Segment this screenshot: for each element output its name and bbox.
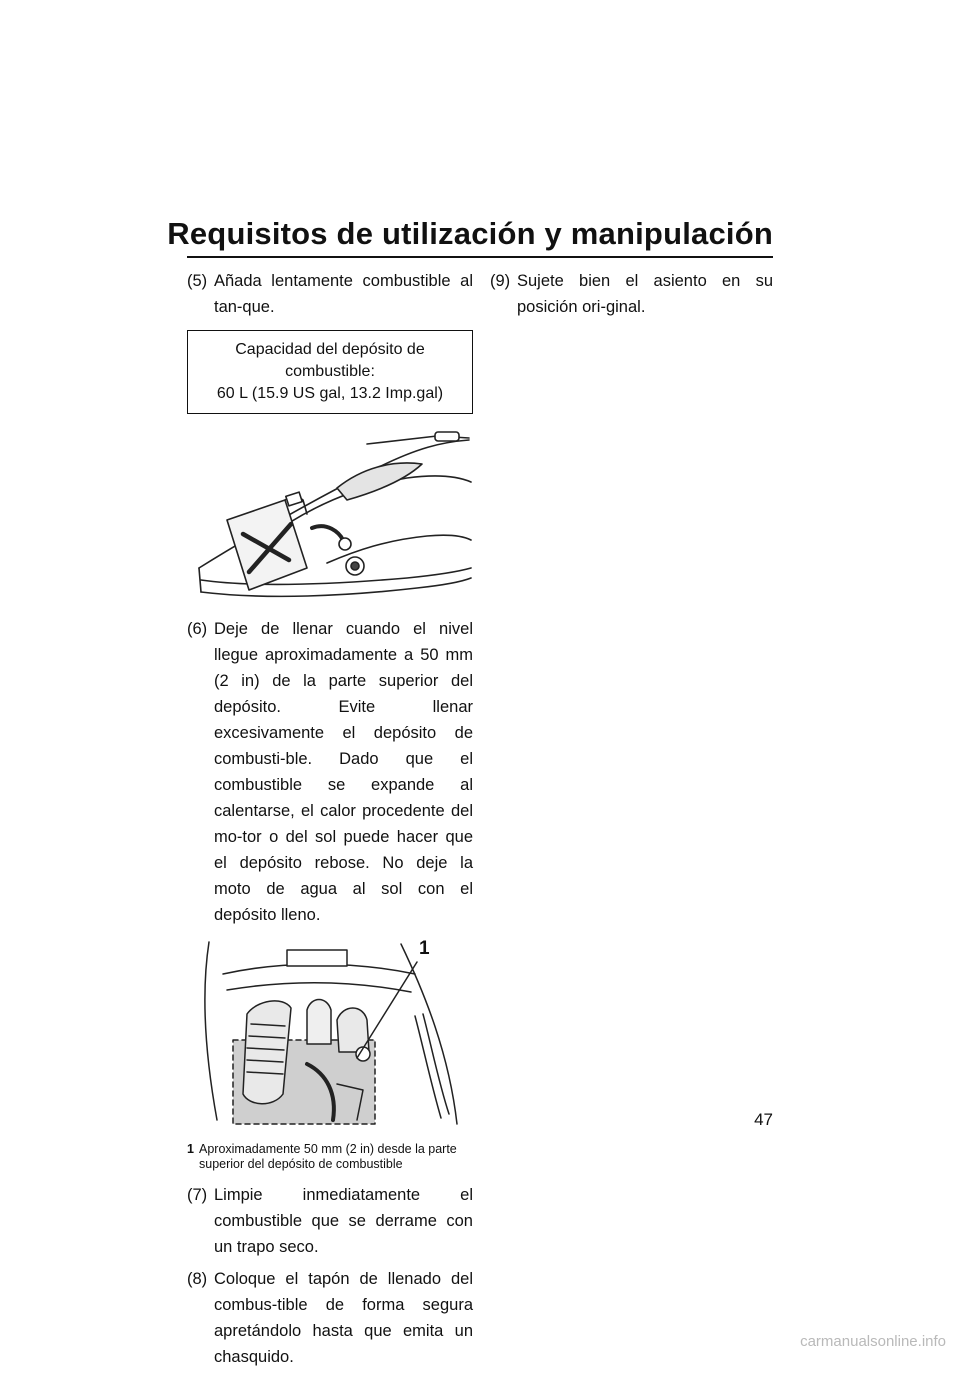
step-5: [187, 268, 473, 320]
fuel-refill-illustration: [187, 428, 473, 604]
watermark: carmanualsonline.info: [800, 1333, 946, 1350]
step-number: (9): [490, 272, 511, 290]
page-title: Requisitos de utilización y manipulación: [167, 216, 773, 251]
fuel-tank-illustration: [187, 934, 473, 1134]
step-6: [187, 616, 473, 928]
step-text: Añada lentamente combustible al tan-que.: [214, 272, 473, 316]
step-text: Sujete bien el asiento en su posición ori-ginal.: [517, 272, 773, 316]
fuel-level-figure: [187, 934, 473, 1134]
figure-caption: [187, 1142, 473, 1172]
fuel-capacity-box: [187, 330, 473, 414]
step-number: (5): [187, 272, 208, 290]
step-text: Coloque el tapón de llenado del combus-tible de forma segura apretándolo hasta que emita un chasquido.: [214, 1270, 473, 1366]
step-text: Deje de llenar cuando el nivel llegue aproximadamente a 50 mm (2 in) de la parte superior del depósito. Evite llenar excesivamente el depósito de combusti-ble. Dado que el combustible se expande al calentarse, el calor procedente del mo-tor o del sol puede hacer que el depósito rebose. No deje la moto de agua al sol con el depósito lleno.: [214, 620, 473, 924]
step-number: (7): [187, 1186, 208, 1204]
step-9: [490, 268, 773, 320]
header-rule: [187, 256, 773, 258]
step-number: (8): [187, 1270, 208, 1288]
capacity-value: 60 L (15.9 US gal, 13.2 Imp.gal): [216, 385, 444, 402]
step-7: [187, 1182, 473, 1260]
right-column: [490, 268, 773, 326]
capacity-label: Capacidad del depósito de combustible:: [235, 341, 425, 380]
page-number: 47: [754, 1110, 773, 1129]
left-column: [187, 268, 473, 1376]
figure-callout-number: 1: [419, 938, 430, 959]
caption-number: 1: [187, 1142, 194, 1156]
caption-text: Aproximadamente 50 mm (2 in) desde la parte superior del depósito de combustible: [199, 1142, 457, 1171]
step-text: Limpie inmediatamente el combustible que se derrame con un trapo seco.: [214, 1186, 473, 1256]
step-8: [187, 1266, 473, 1370]
step-number: (6): [187, 620, 208, 638]
